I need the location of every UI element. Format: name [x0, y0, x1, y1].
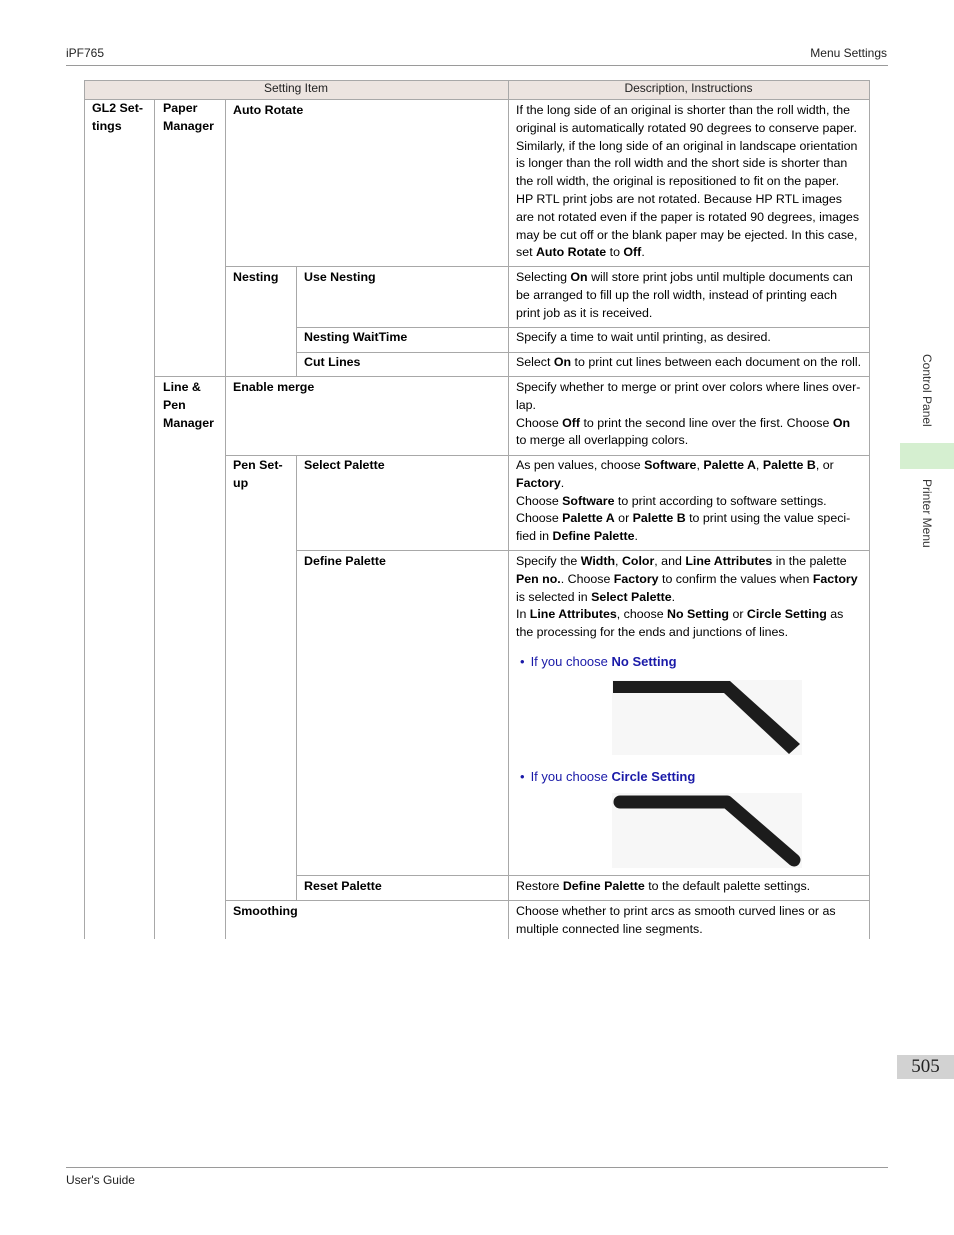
desc-smoothing: Choose whether to print arcs as smooth curved lines or as multiple connected line segments. [516, 904, 836, 936]
footer-doc-name: User's Guide [66, 1173, 135, 1187]
desc-use-nesting: Selecting On will store print jobs until multiple documents can be arranged to fill up the roll width, instead of printing each print job as it is received. [516, 270, 853, 320]
desc-reset-palette: Restore Define Palette to the default palette settings. [516, 879, 811, 893]
bullet-dot-icon: • [520, 769, 525, 784]
page-number: 505 [897, 1055, 954, 1079]
no-setting-line-illustration [612, 680, 802, 755]
cell-use-nesting: Use Nesting [304, 270, 376, 284]
desc-cut-lines: Select On to print cut lines between each document on the roll. [516, 355, 862, 369]
side-tab-printer-menu: Printer Menu [920, 479, 934, 548]
cell-nesting-waittime: Nesting WaitTime [304, 330, 408, 344]
cell-cut-lines: Cut Lines [304, 355, 361, 369]
header-section-title: Menu Settings [810, 46, 887, 60]
cell-pen-setup: Pen Set- up [233, 458, 283, 490]
cell-enable-merge: Enable merge [233, 380, 315, 394]
desc-auto-rotate: If the long side of an original is shorter than the roll width, the original is automatically rotated 90 degrees to conserve paper. Similarly, if the long side of an original in landscape orientation is longer than the roll width and the short side is shorter than the roll width, the original is repositioned to fit on the paper. HP RTL print jobs are not rotated. Because HP RTL images are not rotated even if the paper is rotated 90 degrees, images may be cut off or the blank paper may be ejected. In this case, set Auto Rotate to Off. [516, 103, 860, 260]
column-header-description: Description, Instructions [624, 81, 753, 95]
cell-paper-manager: Paper Manager [163, 101, 214, 133]
bullet-circle-setting: • If you choose Circle Setting [520, 769, 696, 784]
desc-select-palette: As pen values, choose Software, Palette A, Palette B, or Factory. Choose Software to print according to software settings. Choose Palette A or Palette B to print using the value speci- fied in Define Palette. [516, 458, 851, 544]
bullet-no-setting: • If you choose No Setting [520, 654, 677, 669]
cell-auto-rotate: Auto Rotate [233, 103, 304, 117]
header-doc-title: iPF765 [66, 46, 105, 60]
cell-reset-palette: Reset Palette [304, 879, 382, 893]
cell-line-pen-manager: Line & Pen Manager [163, 380, 214, 430]
cell-select-palette: Select Palette [304, 458, 385, 472]
desc-nesting-waittime: Specify a time to wait until printing, as desired. [516, 330, 771, 344]
cell-nesting: Nesting [233, 270, 279, 284]
cell-define-palette: Define Palette [304, 554, 386, 568]
circle-setting-line-illustration [612, 793, 802, 868]
cell-gl2-settings: GL2 Set- tings [92, 101, 143, 133]
desc-define-palette: Specify the Width, Color, and Line Attributes in the palette Pen no.. Choose Factory to confirm the values when Factory is selected in Select Palette. In Line Attributes, choose No Setting or Circle Setting as the processing for the ends and junctions of lines. [516, 554, 858, 640]
bullet-dot-icon: • [520, 654, 525, 669]
cell-smoothing: Smoothing [233, 904, 298, 918]
footer-rule [66, 1167, 888, 1168]
column-header-setting-item: Setting Item [263, 81, 329, 95]
side-tab-highlight [900, 443, 954, 469]
side-tab-control-panel: Control Panel [920, 354, 934, 427]
desc-enable-merge: Specify whether to merge or print over colors where lines over- lap. Choose Off to print the second line over the first. Choose On to merge all overlapping colors. [516, 380, 861, 448]
